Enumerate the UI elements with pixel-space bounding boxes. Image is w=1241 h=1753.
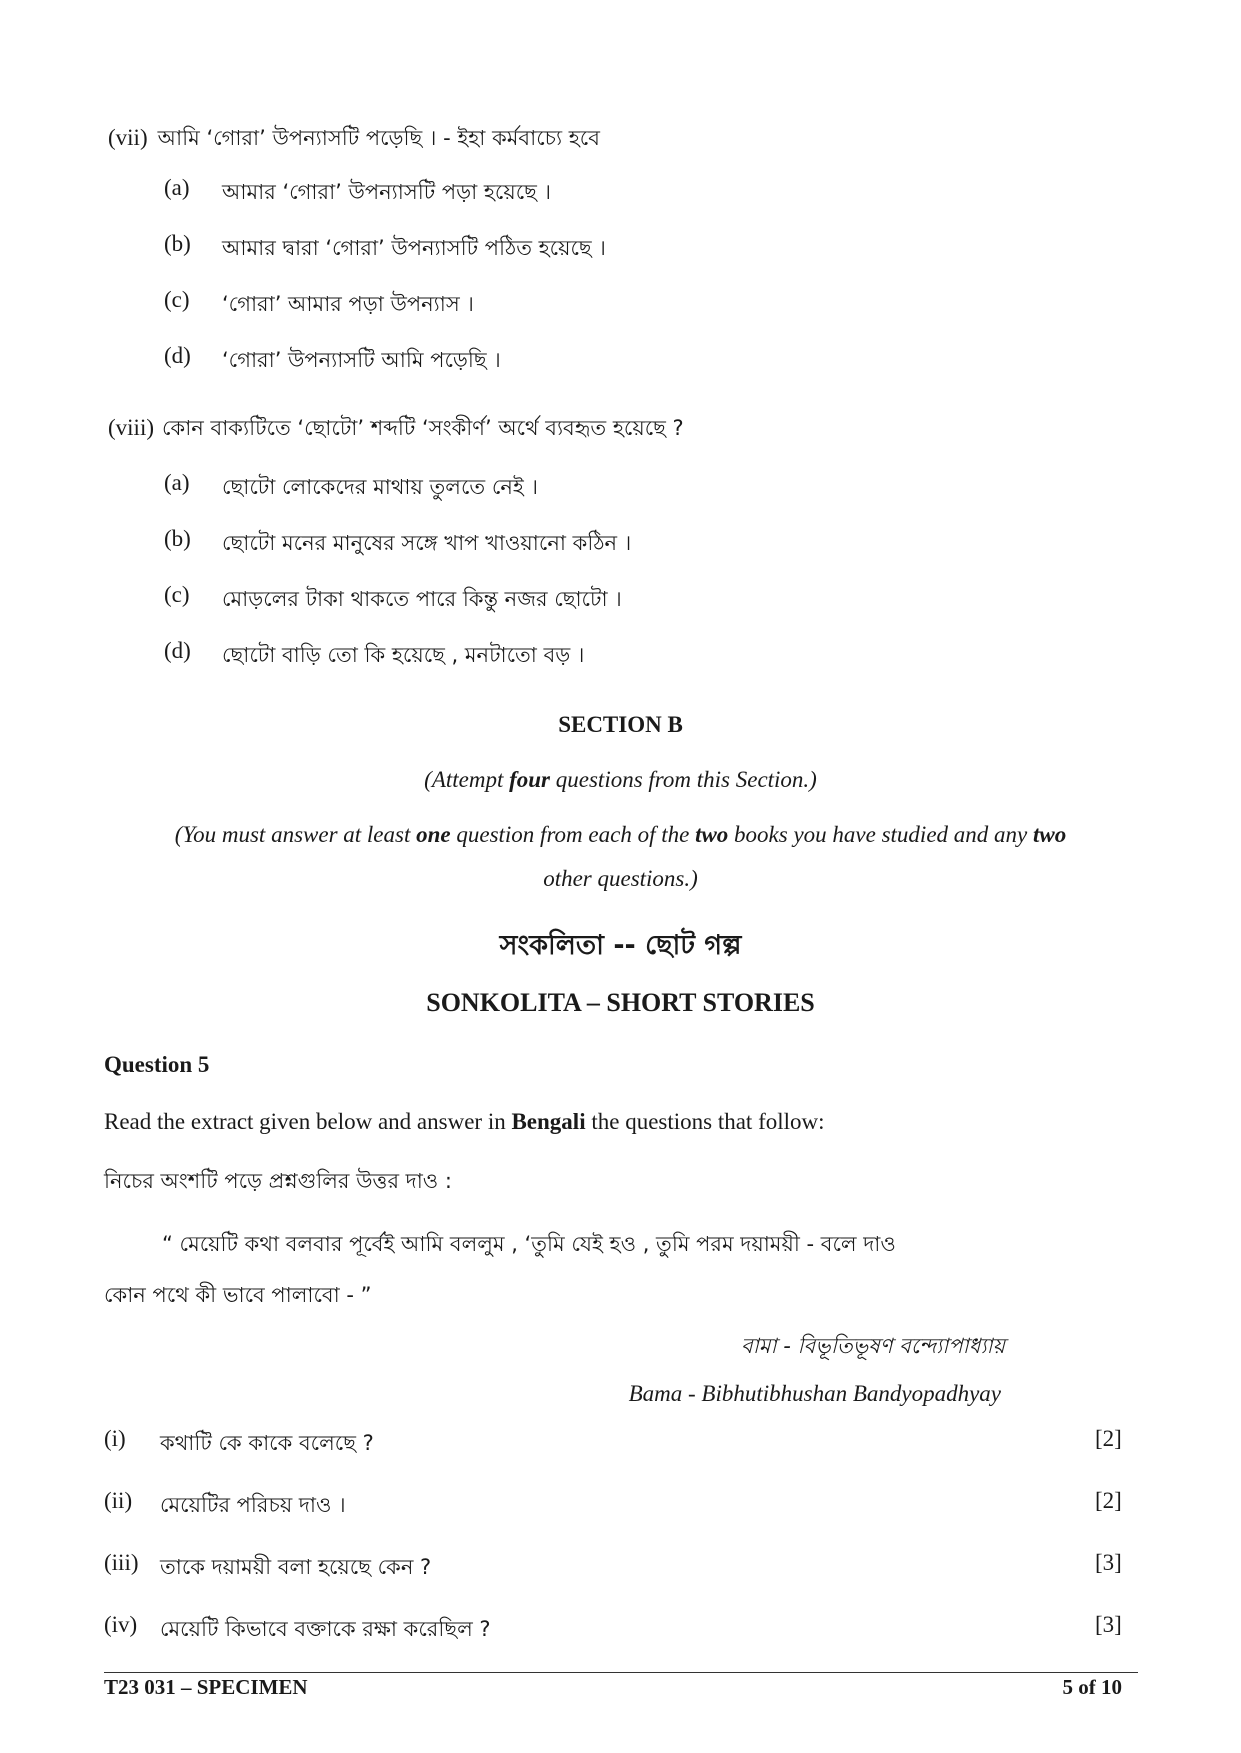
option-text: ‘গোরা’ উপন্যাসটি আমি পড়েছি । [222,348,501,372]
instruction-emphasis: two [1032,822,1067,847]
subquestion-text: তাকে দয়াময়ী বলা হয়েছে কেন ? [160,1555,432,1579]
option-text: ‘গোরা’ আমার পড়া উপন্যাস । [222,292,474,316]
book-title-bengali: সংকলিতা -- ছোট গল্প [499,930,742,961]
instruction-emphasis: one [416,822,451,847]
section-instruction [0,767,1241,793]
option-label: (c) [164,287,190,312]
instruction-text: question from each of the [450,822,696,847]
subquestion-number: (ii) [104,1488,133,1513]
footer-page-number: 5 of 10 [1062,1675,1122,1699]
section-requirement-cont: other questions.) [543,866,698,891]
instruction-text: (You must answer at least [174,822,417,847]
question-text: কোন বাক্যটিতে ‘ছোটো’ শব্দটি ‘সংকীর্ণ’ অর্থে ব্যবহৃত হয়েছে ? [162,416,684,440]
subquestion-text: মেয়েটির পরিচয় দাও । [160,1493,346,1517]
instruction-text: the questions that follow: [585,1109,825,1134]
option-label: (b) [164,526,191,551]
extract-line: কোন পথে কী ভাবে পালাবো - ” [104,1283,372,1307]
instruction-text: books you have studied and any [728,822,1033,847]
section-requirement [0,822,1241,848]
option-label: (c) [164,582,190,607]
question-viii [108,412,684,447]
marks-badge: [3] [1095,1612,1122,1637]
instruction-text: questions from this Section.) [550,767,817,792]
question-number: (vii) [108,125,148,150]
marks-badge: [2] [1095,1426,1122,1451]
extract-source-bengali: বামা - বিভূতিভূষণ বন্দ্যোপাধ্যায় [741,1334,1005,1358]
option-text: ছোটো লোকেদের মাথায় তুলতে নেই । [222,475,538,499]
book-title-english: SONKOLITA – SHORT STORIES [426,988,815,1017]
option-label: (b) [164,231,191,256]
question-vii [108,122,600,157]
option-text: মোড়লের টাকা থাকতে পারে কিন্তু নজর ছোটো । [222,587,622,611]
option-label: (a) [164,175,190,200]
marks-badge: [2] [1095,1488,1122,1513]
option-label: (d) [164,638,191,663]
subquestion-text: মেয়েটি কিভাবে বক্তাকে রক্ষা করেছিল ? [160,1617,491,1641]
option-text: ছোটো মনের মানুষের সঙ্গে খাপ খাওয়ানো কঠিন । [222,531,632,555]
option-label: (d) [164,343,191,368]
option-text: ছোটো বাড়ি তো কি হয়েছে , মনটাতো বড় । [222,643,585,667]
subquestion-number: (i) [104,1426,126,1451]
question-title: Question 5 [104,1052,210,1077]
instruction-text: (Attempt [424,767,510,792]
extract-source-english: Bama - Bibhutibhushan Bandyopadhyay [628,1381,1001,1406]
section-heading: SECTION B [558,712,683,737]
option-text: আমার ‘গোরা’ উপন্যাসটি পড়া হয়েছে । [222,180,552,204]
instruction-emphasis: four [509,767,551,792]
instruction-emphasis: two [695,822,729,847]
option-text: আমার দ্বারা ‘গোরা’ উপন্যাসটি পঠিত হয়েছে । [222,236,606,260]
subquestion-text: কথাটি কে কাকে বলেছে ? [160,1431,374,1455]
question-text: আমি ‘গোরা’ উপন্যাসটি পড়েছি । - ইহা কর্মবাচ্যে হবে [157,126,600,150]
subquestion-number: (iv) [104,1612,138,1637]
question-number: (viii) [108,415,154,440]
instruction-emphasis: Bengali [511,1109,586,1134]
question-instruction [104,1109,825,1135]
option-label: (a) [164,470,190,495]
instruction-text: Read the extract given below and answer in [104,1109,512,1134]
footer-paper-code: T23 031 – SPECIMEN [104,1675,308,1699]
question-instruction-bengali: নিচের অংশটি পড়ে প্রশ্নগুলির উত্তর দাও : [104,1169,453,1193]
subquestion-number: (iii) [104,1550,139,1575]
footer-divider [104,1672,1138,1673]
extract-line: “ মেয়েটি কথা বলবার পূর্বেই আমি বললুম , ‘তুমি যেই হও , তুমি পরম দয়াময়ী - বলে দাও [162,1232,896,1256]
marks-badge: [3] [1095,1550,1122,1575]
